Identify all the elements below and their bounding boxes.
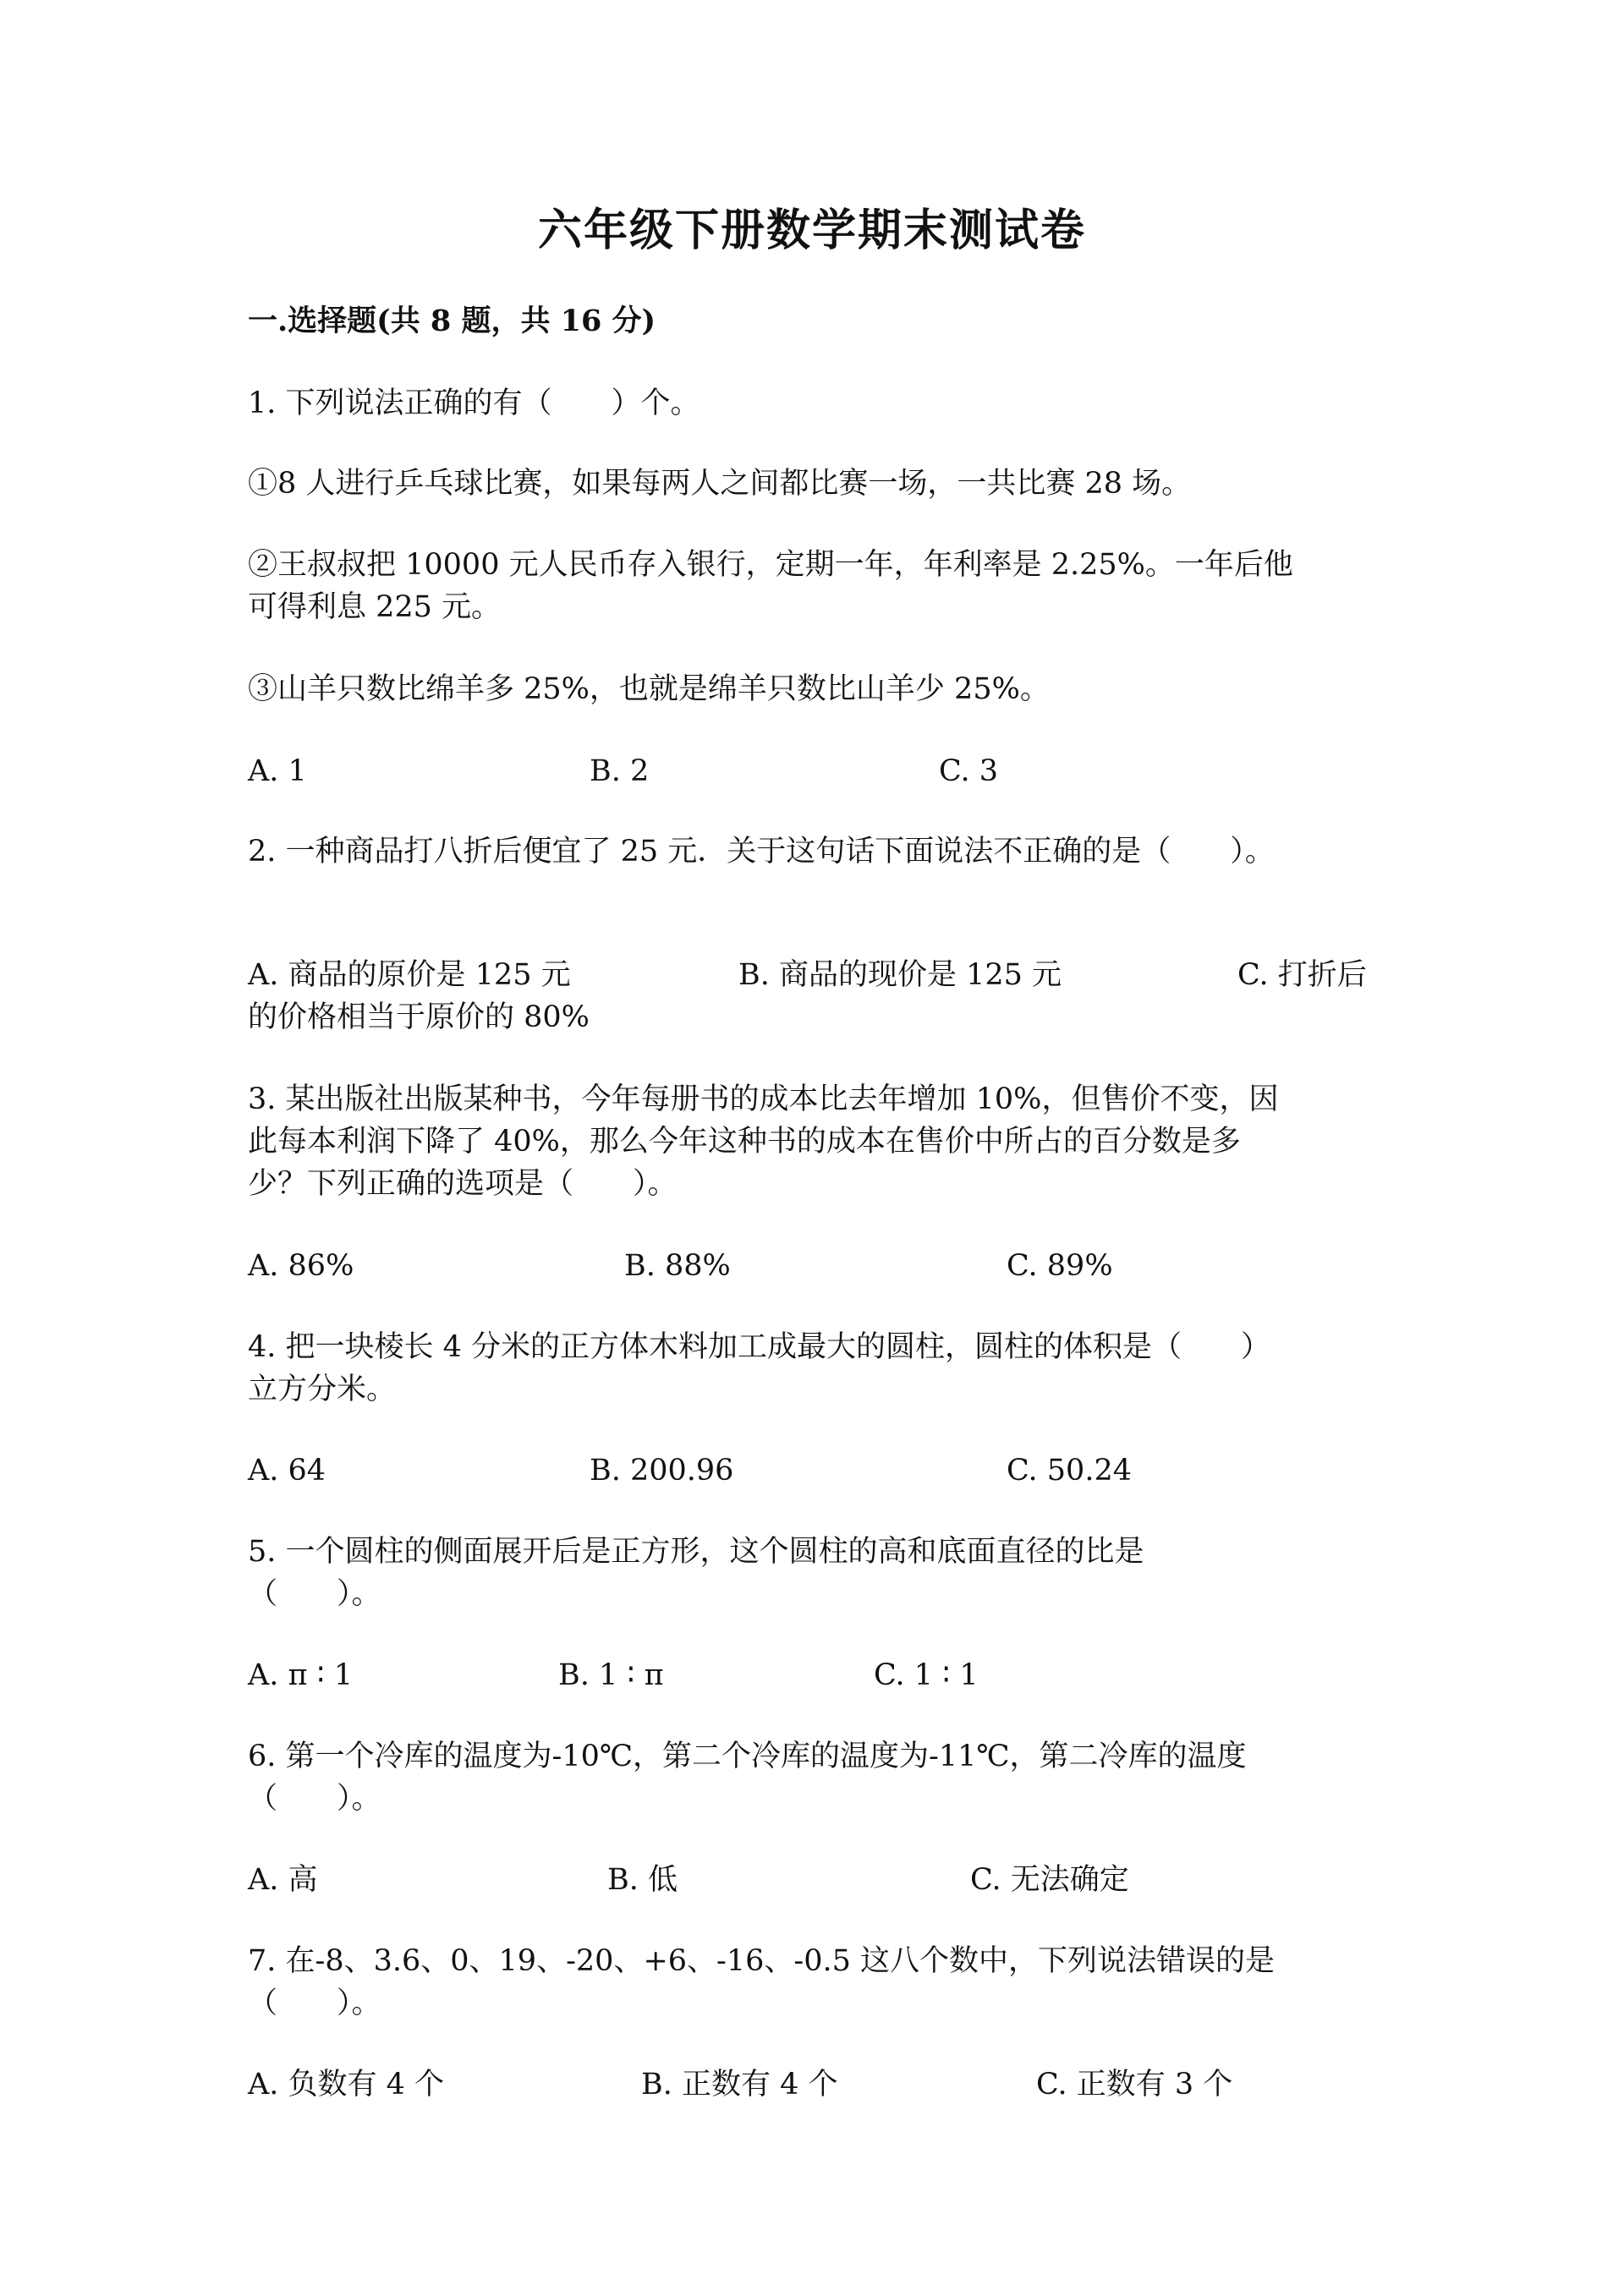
question-4-stem-line-1: 4. 把一块棱长 4 分米的正方体木料加工成最大的圆柱，圆柱的体积是（ ） [248, 1330, 1271, 1364]
question-1-option-c: C. 3 [939, 754, 999, 788]
question-6-option-a: A. 高 [248, 1863, 318, 1897]
question-7-option-c: C. 正数有 3 个 [1036, 2068, 1233, 2101]
question-5-option-a: A. π ∶ 1 [248, 1658, 354, 1692]
question-3-option-a: A. 86% [248, 1249, 354, 1283]
question-2-option-b: B. 商品的现价是 125 元 [738, 958, 1062, 992]
question-1-statement-1: ①8 人进行乒乓球比赛，如果每两人之间都比赛一场，一共比赛 28 场。 [248, 467, 1192, 501]
question-3-option-b: B. 88% [624, 1249, 731, 1283]
question-1-stem: 1. 下列说法正确的有（ ）个。 [248, 386, 700, 420]
question-6-option-c: C. 无法确定 [970, 1863, 1129, 1897]
section-heading: 一.选择题(共 8 题，共 16 分) [248, 304, 656, 338]
question-3-stem-line-1: 3. 某出版社出版某种书，今年每册书的成本比去年增加 10%，但售价不变，因 [248, 1082, 1279, 1116]
question-1-statement-3: ③山羊只数比绵羊多 25%，也就是绵羊只数比山羊少 25%。 [248, 672, 1050, 706]
question-2-option-a: A. 商品的原价是 125 元 [248, 958, 571, 992]
question-5-stem-line-1: 5. 一个圆柱的侧面展开后是正方形，这个圆柱的高和底面直径的比是 [248, 1535, 1144, 1569]
question-7-stem-line-1: 7. 在-8、3.6、0、19、-20、+6、-16、-0.5 这八个数中，下列说法错误的是 [248, 1944, 1276, 1978]
question-1-option-b: B. 2 [590, 754, 650, 788]
question-3-stem-line-2: 此每本利润下降了 40%，那么今年这种书的成本在售价中所占的百分数是多 [248, 1125, 1241, 1159]
question-1-statement-2: ②王叔叔把 10000 元人民币存入银行，定期一年，年利率是 2.25%。一年后他 [248, 548, 1293, 582]
question-2-option-c-cont: 的价格相当于原价的 80% [248, 1000, 590, 1034]
question-3-stem-line-3: 少？下列正确的选项是（ ）。 [248, 1167, 678, 1201]
question-7-option-b: B. 正数有 4 个 [641, 2068, 838, 2101]
question-4-stem-line-2: 立方分米。 [248, 1373, 397, 1406]
question-7-stem-line-2: （ ）。 [248, 1986, 381, 2020]
question-5-stem-line-2: （ ）。 [248, 1577, 381, 1611]
question-3-option-c: C. 89% [1007, 1249, 1113, 1283]
page-title: 六年级下册数学期末测试卷 [537, 205, 1086, 256]
question-5-option-c: C. 1 ∶ 1 [874, 1658, 979, 1692]
question-4-option-c: C. 50.24 [1007, 1454, 1132, 1488]
question-4-option-b: B. 200.96 [590, 1454, 734, 1488]
question-4-option-a: A. 64 [248, 1454, 326, 1488]
question-6-option-b: B. 低 [607, 1863, 678, 1897]
question-5-option-b: B. 1 ∶ π [558, 1658, 664, 1692]
question-6-stem-line-2: （ ）。 [248, 1782, 381, 1816]
question-7-option-a: A. 负数有 4 个 [248, 2068, 445, 2101]
question-2-option-c: C. 打折后 [1237, 958, 1367, 992]
question-2-stem: 2. 一种商品打八折后便宜了 25 元．关于这句话下面说法不正确的是（ ）。 [248, 835, 1275, 869]
question-1-statement-2-cont: 可得利息 225 元。 [248, 590, 502, 624]
question-6-stem-line-1: 6. 第一个冷库的温度为-10℃，第二个冷库的温度为-11℃，第二冷库的温度 [248, 1740, 1247, 1773]
question-1-option-a: A. 1 [248, 754, 307, 788]
